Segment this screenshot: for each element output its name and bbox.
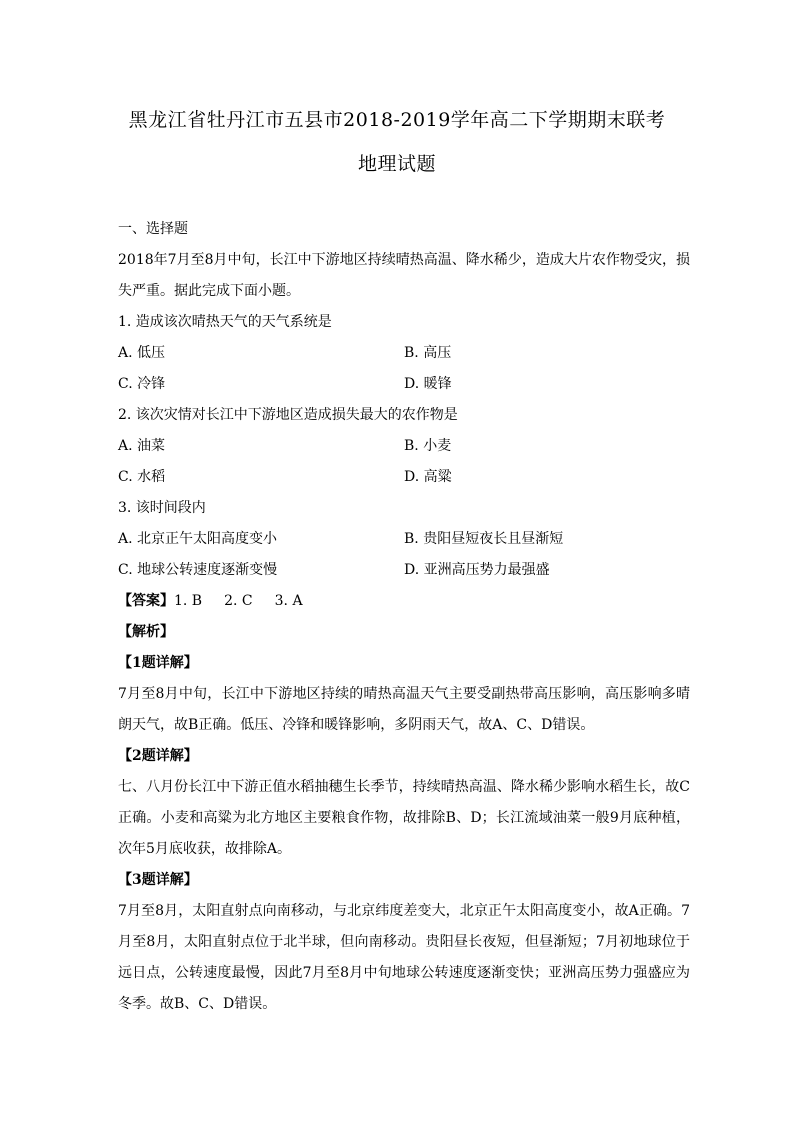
- answer-item: 2. C: [224, 593, 253, 609]
- question-stem: 3. 该时间段内: [118, 500, 206, 516]
- option-d: D. 亚洲高压势力最强盛: [404, 562, 550, 578]
- detail-label: 【2题详解】: [118, 748, 198, 764]
- detail-text: 7月至8月，太阳直射点向南移动，与北京纬度差变大，北京正午太阳高度变小，故A正确。7月至8月，太阳直射点位于北半球，但向南移动。贵阳昼长夜短，但昼渐短；7月初地球位于远日点，公转速度最慢，因此7月至8月中旬地球公转速度逐渐变快；亚洲高压势力强盛应为冬季。故B、C、D错误。: [118, 903, 690, 1012]
- option-row: [118, 369, 690, 400]
- option-d: D. 暖锋: [404, 376, 452, 392]
- question-stem: 1. 造成该次晴热天气的天气系统是: [118, 314, 332, 330]
- answer-label: 【答案】: [118, 593, 174, 609]
- option-c: C. 地球公转速度逐渐变慢: [118, 562, 278, 578]
- answer-line: [118, 586, 690, 617]
- question-intro: 2018年7月至8月中旬，长江中下游地区持续晴热高温、降水稀少，造成大片农作物受灾，损失严重。据此完成下面小题。: [118, 252, 690, 299]
- answer-item: 3. A: [274, 593, 303, 609]
- detail-text: 7月至8月中旬，长江中下游地区持续的晴热高温天气主要受副热带高压影响，高压影响多晴朗天气，故B正确。低压、冷锋和暖锋影响，多阴雨天气，故A、C、D错误。: [118, 686, 690, 733]
- option-c: C. 冷锋: [118, 376, 166, 392]
- option-row: [118, 524, 690, 555]
- option-c: C. 水稻: [118, 469, 166, 485]
- analysis-label: 【解析】: [118, 624, 174, 640]
- option-d: D. 高粱: [404, 469, 452, 485]
- option-row: [118, 555, 690, 586]
- option-a: A. 油菜: [118, 438, 166, 454]
- detail-label: 【3题详解】: [118, 872, 198, 888]
- detail-text: 七、八月份长江中下游正值水稻抽穗生长季节，持续晴热高温、降水稀少影响水稻生长，故C正确。小麦和高粱为北方地区主要粮食作物，故排除B、D；长江流域油菜一般9月底种植，次年5月底收获，故排除A。: [118, 779, 690, 857]
- option-row: [118, 462, 690, 493]
- document-body: [118, 214, 690, 1020]
- option-b: B. 高压: [404, 345, 452, 361]
- section-heading: 一、选择题: [118, 221, 188, 237]
- question-stem: 2. 该次灾情对长江中下游地区造成损失最大的农作物是: [118, 407, 458, 423]
- document-title: 黑龙江省牡丹江市五县市2018-2019学年高二下学期期末联考: [128, 109, 666, 131]
- option-a: A. 北京正午太阳高度变小: [118, 531, 278, 547]
- option-b: B. 贵阳昼短夜长且昼渐短: [404, 531, 564, 547]
- option-b: B. 小麦: [404, 438, 452, 454]
- option-a: A. 低压: [118, 345, 166, 361]
- document-subtitle: 地理试题: [357, 153, 436, 175]
- option-row: [118, 338, 690, 369]
- option-row: [118, 431, 690, 462]
- answer-item: 1. B: [174, 593, 203, 609]
- detail-label: 【1题详解】: [118, 655, 198, 671]
